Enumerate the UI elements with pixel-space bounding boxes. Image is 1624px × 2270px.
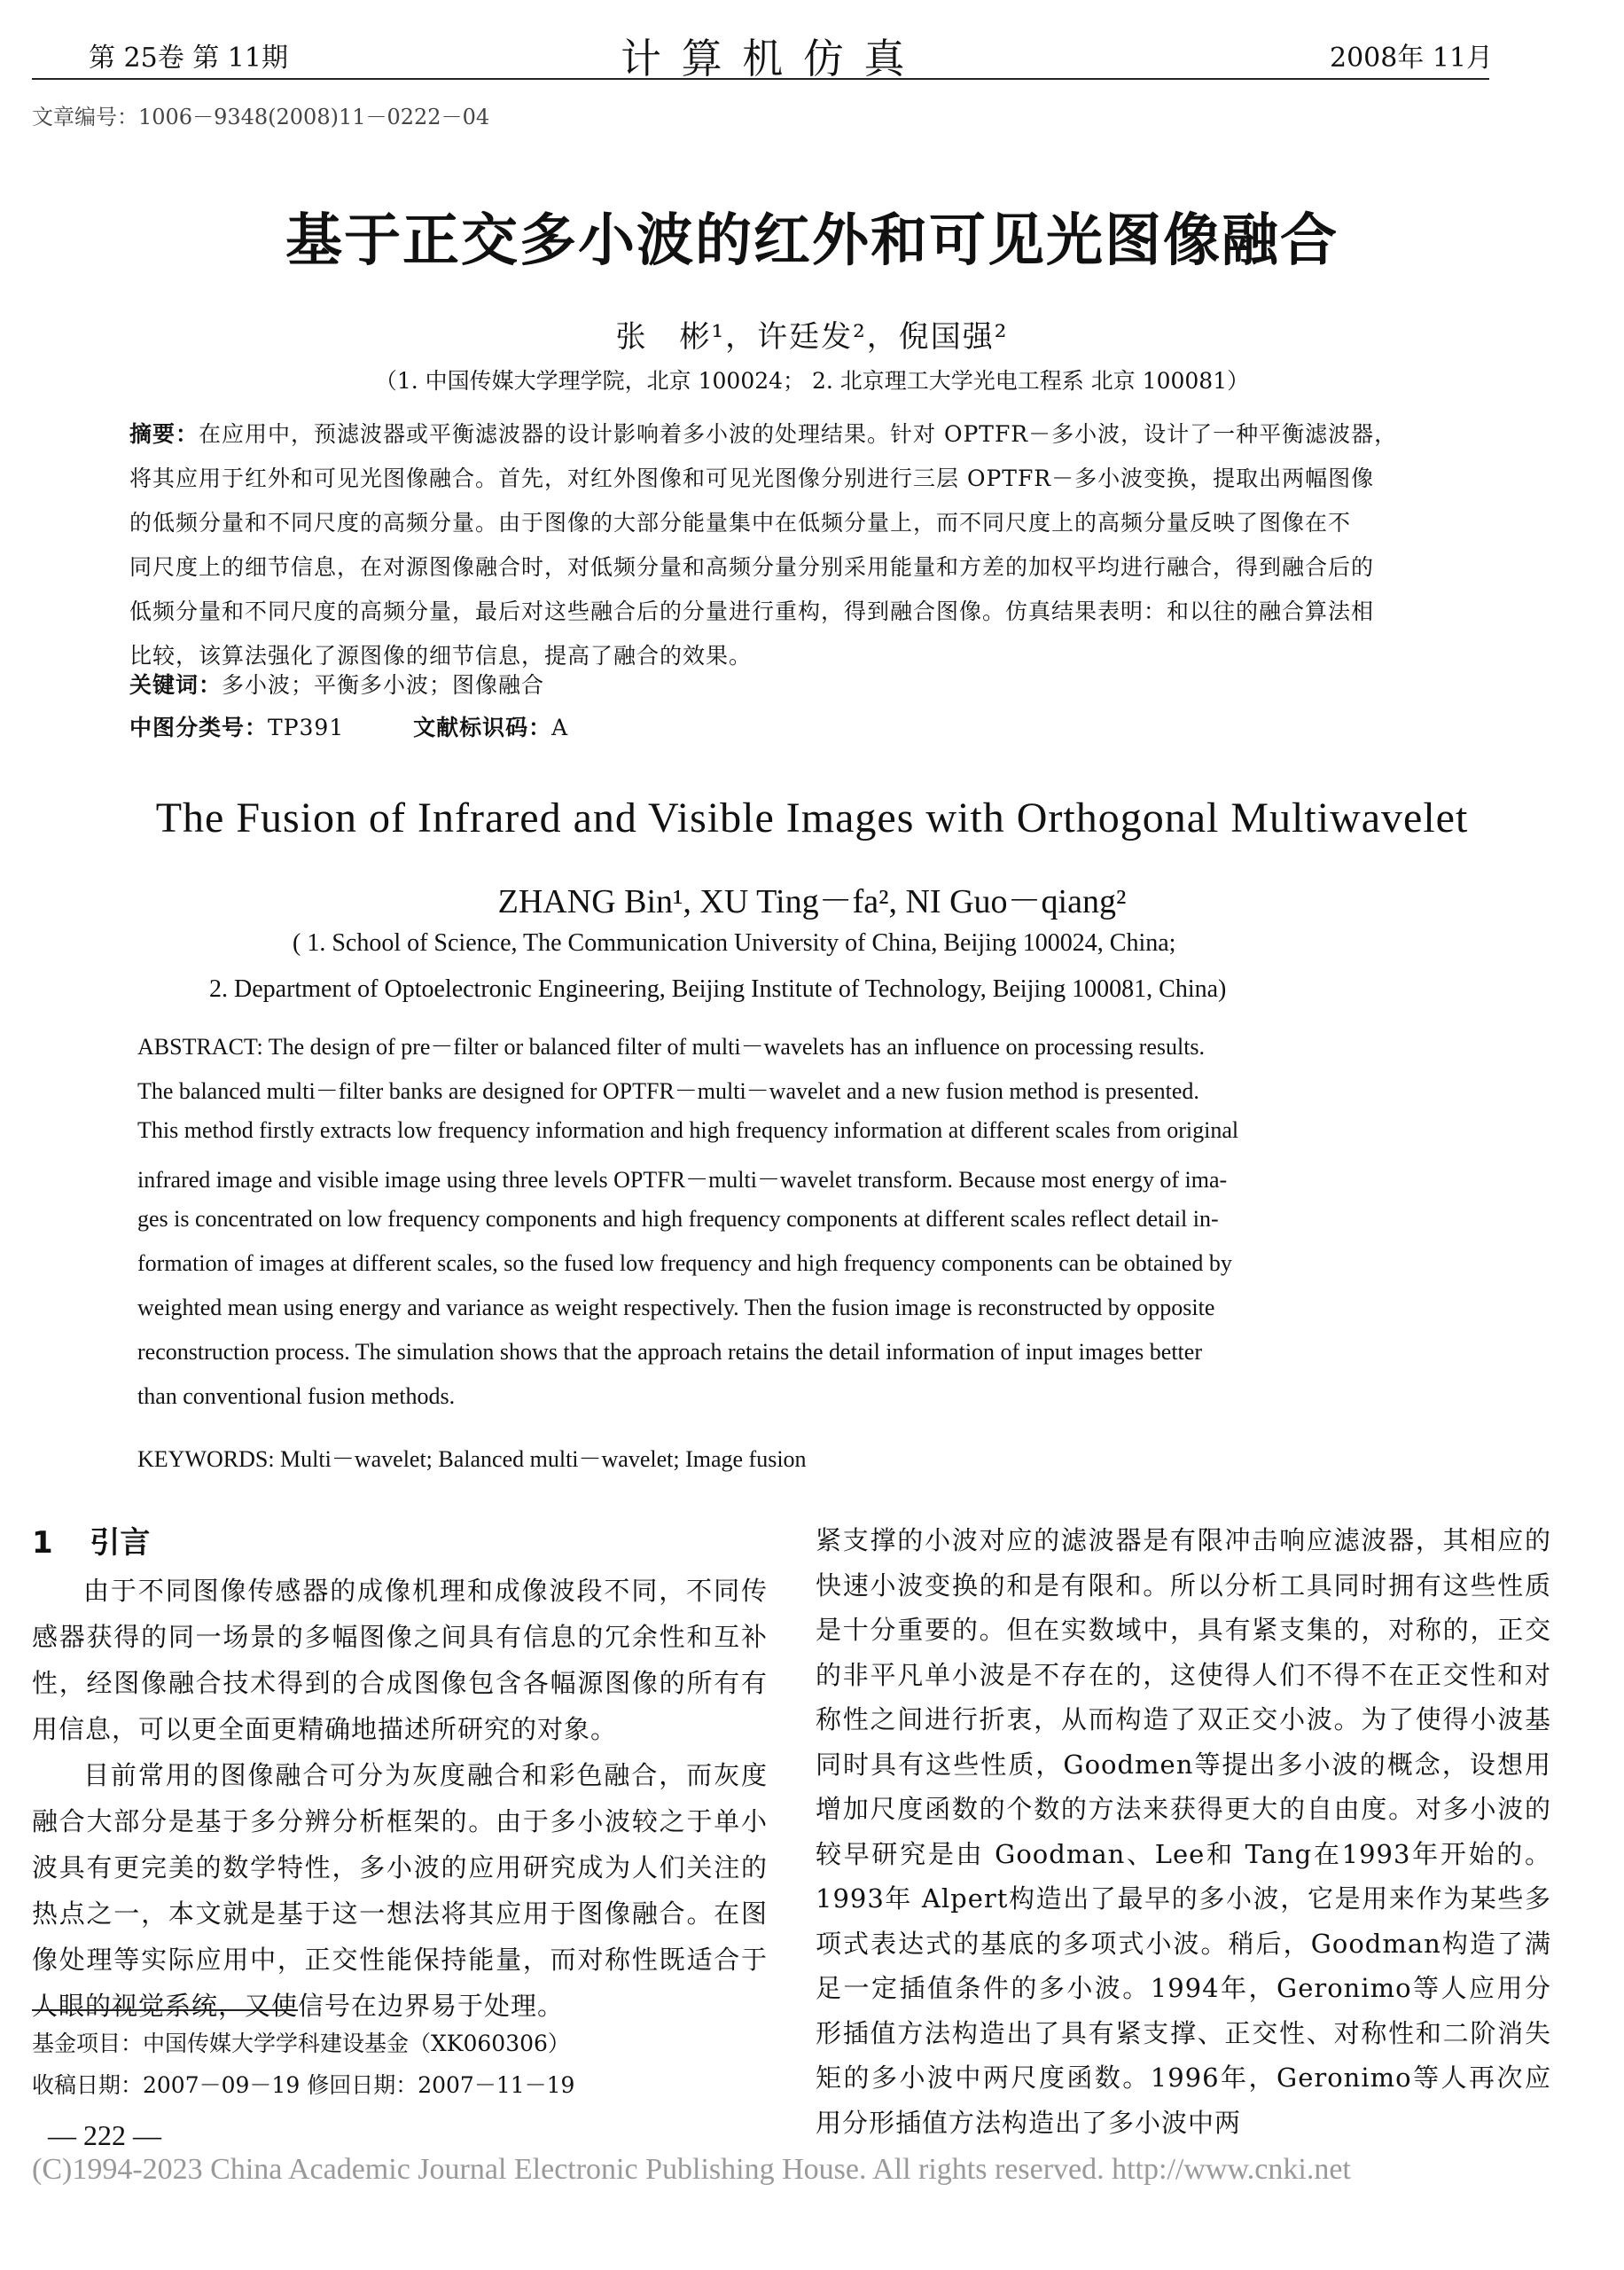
header-journal: 计 算 机 仿 真 bbox=[621, 35, 909, 82]
abstract-en-line: than conventional fusion methods. bbox=[137, 1383, 456, 1409]
classification-line bbox=[129, 706, 568, 750]
abstract-en-line: This method firstly extracts low frequency information and high frequency information at different scales from original bbox=[137, 1117, 1239, 1143]
abstract-en-line: The balanced multi－filter banks are designed for OPTFR－multi－wavelet and a new fusion method is presented. bbox=[137, 1078, 1199, 1104]
abstract-en-line: ges is concentrated on low frequency components and high frequency components at different scales reflect detail in- bbox=[137, 1206, 1219, 1232]
affiliation-cn: （1. 中国传媒大学理学院，北京 100024； 2. 北京理工大学光电工程系 北京 100081） bbox=[374, 368, 1250, 394]
doc-code: A bbox=[551, 715, 569, 740]
paragraph: 由于不同图像传感器的成像机理和成像波段不同，不同传感器获得的同一场景的多幅图像之间具有信息的冗余性和互补性，经图像融合技术得到的合成图像包含各幅源图像的所有有用信息，可以更全面更精确地描述所研究的对象。 bbox=[32, 1576, 768, 1744]
paragraph: 目前常用的图像融合可分为灰度融合和彩色融合，而灰度融合大部分是基于多分辨分析框架的。由于多小波较之于单小波具有更完美的数学特性，多小波的应用研究成为人们关注的热点之一，本文就是基于这一想法将其应用于图像融合。在图像处理等实际应用中，正交性能保持能量，而对称性既适合于人眼的视觉系统，又使信号在边界易于处理。 bbox=[32, 1760, 768, 2021]
abstract-en-line: ABSTRACT: The design of pre－filter or balanced filter of multi－wavelets has an influence on processing results. bbox=[137, 1034, 1206, 1060]
abstract-en-line: reconstruction process. The simulation shows that the approach retains the detail information of input images better bbox=[137, 1339, 1202, 1365]
header-rule bbox=[32, 78, 1489, 80]
abstract-en-line: formation of images at different scales, so the fused low frequency and high frequency components can be obtained by bbox=[137, 1250, 1232, 1276]
abstract-cn-line: 低频分量和不同尺度的高频分量，最后对这些融合后的分量进行重构，得到融合图像。仿真结果表明：和以往的融合算法相 bbox=[129, 599, 1375, 624]
affiliation-en-2: 2. Department of Optoelectronic Engineering, Beijing Institute of Technology, Beijing 100081, China) bbox=[209, 975, 1227, 1003]
keywords-cn-text: 多小波；平衡多小波；图像融合 bbox=[222, 672, 545, 698]
section-heading bbox=[32, 1518, 150, 1562]
authors-cn: 张 彬¹，许廷发²，倪国强² bbox=[615, 319, 1009, 355]
clc-label: 中图分类号： bbox=[129, 715, 269, 740]
doc-code-label: 文献标识码： bbox=[413, 715, 552, 740]
footnote-dates: 收稿日期：2007－09－19 修回日期：2007－11－19 bbox=[32, 2072, 575, 2098]
abstract-cn-line: 比较，该算法强化了源图像的细节信息，提高了融合的效果。 bbox=[129, 643, 753, 669]
section-number: 1 bbox=[32, 1525, 53, 1561]
page-number: — 222 — bbox=[48, 2119, 161, 2151]
abstract-en-line: infrared image and visible image using three levels OPTFR－multi－wavelet transform. Because most energy of ima- bbox=[137, 1167, 1228, 1193]
title-cn: 基于正交多小波的红外和可见光图像融合 bbox=[285, 208, 1339, 274]
authors-en: ZHANG Bin¹, XU Ting－fa², NI Guo－qiang² bbox=[497, 883, 1127, 920]
header-date: 2008年 11月 bbox=[1330, 43, 1494, 74]
header-volume: 第 25卷 第 11期 bbox=[89, 43, 288, 74]
abstract-cn-label: 摘要： bbox=[129, 421, 199, 447]
affiliation-en-1: ( 1. School of Science, The Communication University of China, Beijing 100024, China; bbox=[293, 929, 1176, 957]
keywords-en: KEYWORDS: Multi－wavelet; Balanced multi－wavelet; Image fusion bbox=[137, 1446, 807, 1472]
abstract-cn-line: 将其应用于红外和可见光图像融合。首先，对红外图像和可见光图像分别进行三层 OPTFR－多小波变换，提取出两幅图像 bbox=[129, 466, 1375, 491]
article-number: 文章编号：1006－9348(2008)11－0222－04 bbox=[32, 105, 490, 129]
abstract-cn-line: 同尺度上的细节信息，在对源图像融合时，对低频分量和高频分量分别采用能量和方差的加权平均进行融合，得到融合后的 bbox=[129, 554, 1375, 580]
keywords-cn-label: 关键词： bbox=[129, 672, 223, 698]
right-column bbox=[816, 1518, 1551, 2145]
copyright-watermark: (C)1994-2023 China Academic Journal Electronic Publishing House. All rights reserved. http://www.cnki.net bbox=[32, 2153, 1351, 2186]
abstract-cn bbox=[129, 412, 1459, 687]
abstract-en bbox=[137, 1029, 1467, 1445]
abstract-cn-line: 在应用中，预滤波器或平衡滤波器的设计影响着多小波的处理结果。针对 OPTFR－多小波，设计了一种平衡滤波器， bbox=[199, 421, 1398, 447]
footnote-fund: 基金项目：中国传媒大学学科建设基金（XK060306） bbox=[32, 2031, 570, 2056]
left-column bbox=[32, 1568, 768, 2029]
paragraph: 紧支撑的小波对应的滤波器是有限冲击响应滤波器，其相应的快速小波变换的和是有限和。所以分析工具同时拥有这些性质是十分重要的。但在实数域中，具有紧支集的，对称的，正交的非平凡单小波是不存在的，这使得人们不得不在正交性和对称性之间进行折衷，从而构造了双正交小波。为了使得小波基同时具有这些性质，Goodmen等提出多小波的概念，设想用增加尺度函数的个数的方法来获得更大的自由度。对多小波的较早研究是由 Goodman、Lee和 Tang在1993年开始的。1993年 Alpert构造出了最早的多小波，它是用来作为某些多项式表达式的基底的多项式小波。稍后，Goodman构造了满足一定插值条件的多小波。1994年，Geronimo等人应用分形插值方法构造出了具有紧支撑、正交性、对称性和二阶消失矩的多小波中两尺度函数。1996年，Geronimo等人再次应用分形插值方法构造出了多小波中两 bbox=[816, 1525, 1551, 2138]
keywords-cn bbox=[129, 663, 544, 708]
section-title: 引言 bbox=[90, 1525, 151, 1561]
footnote-rule bbox=[32, 2009, 298, 2011]
title-en: The Fusion of Infrared and Visible Images with Orthogonal Multiwavelet bbox=[155, 794, 1469, 841]
abstract-en-line: weighted mean using energy and variance as weight respectively. Then the fusion image is reconstructed by opposite bbox=[137, 1295, 1215, 1320]
abstract-cn-line: 的低频分量和不同尺度的高频分量。由于图像的大部分能量集中在低频分量上，而不同尺度上的高频分量反映了图像在不 bbox=[129, 510, 1352, 536]
clc-code: TP391 bbox=[268, 715, 345, 740]
